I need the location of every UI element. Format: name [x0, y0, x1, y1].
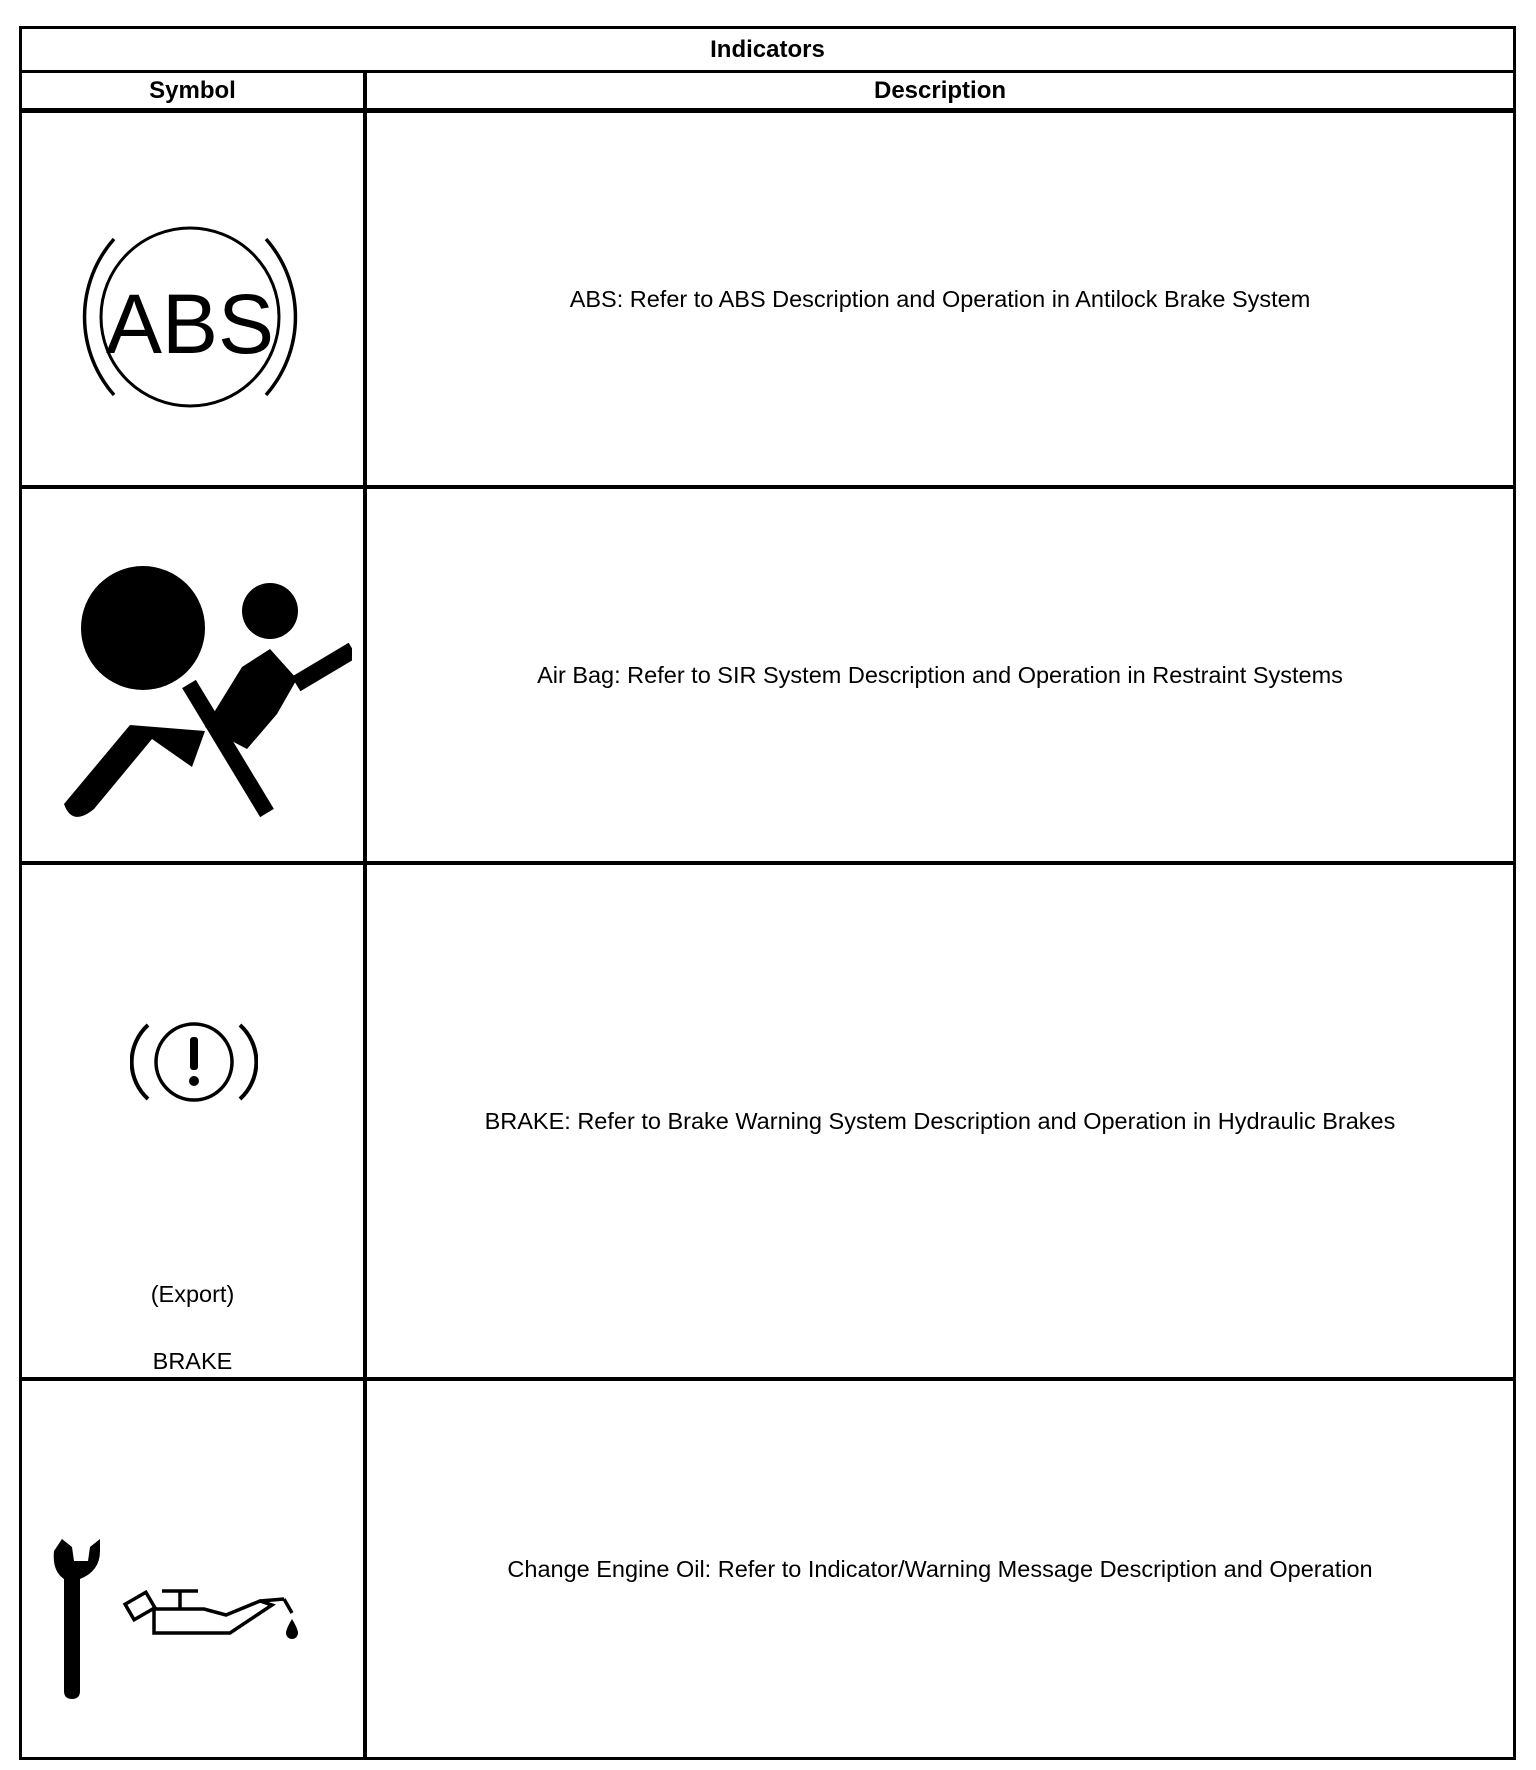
description-text: BRAKE: Refer to Brake Warning System Description and Operation in Hydraulic Brakes — [484, 1107, 1396, 1134]
description-text: ABS: Refer to ABS Description and Operation in Antilock Brake System — [569, 285, 1311, 312]
description-cell — [367, 113, 1513, 485]
brake-warning-icon — [130, 1017, 258, 1107]
description-header-text: Description — [873, 76, 1007, 104]
table-title — [22, 29, 1513, 73]
description-text: Change Engine Oil: Refer to Indicator/Warning Message Description and Operation — [507, 1555, 1373, 1582]
abs-warning-icon — [70, 217, 310, 417]
change-engine-oil-icon — [48, 1531, 348, 1701]
airbag-warning-icon — [42, 549, 352, 819]
symbol-column-header — [22, 73, 367, 108]
description-cell — [367, 865, 1513, 1377]
table-row-airbag — [22, 489, 1513, 865]
wrench-icon — [54, 1539, 100, 1699]
description-text: Air Bag: Refer to SIR System Description and Operation in Restraint Systems — [537, 661, 1343, 688]
table-row-brake — [22, 865, 1513, 1381]
abs-icon-text: ABS — [105, 277, 275, 371]
oil-can-icon — [125, 1591, 292, 1633]
symbol-header-text: Symbol — [149, 76, 236, 104]
description-column-header — [367, 73, 1513, 108]
description-cell — [367, 1381, 1513, 1757]
table-row-change-oil — [22, 1381, 1513, 1757]
table-title-text: Indicators — [710, 35, 825, 63]
symbol-cell — [22, 113, 367, 485]
table-row-abs — [22, 113, 1513, 489]
indicators-table — [19, 26, 1516, 1760]
description-cell — [367, 489, 1513, 861]
symbol-cell — [22, 1381, 367, 1757]
table-header-row — [22, 73, 1513, 113]
export-note: (Export) — [150, 1281, 235, 1307]
symbol-cell — [22, 865, 367, 1377]
symbol-cell — [22, 489, 367, 861]
brake-label: BRAKE — [152, 1348, 233, 1374]
